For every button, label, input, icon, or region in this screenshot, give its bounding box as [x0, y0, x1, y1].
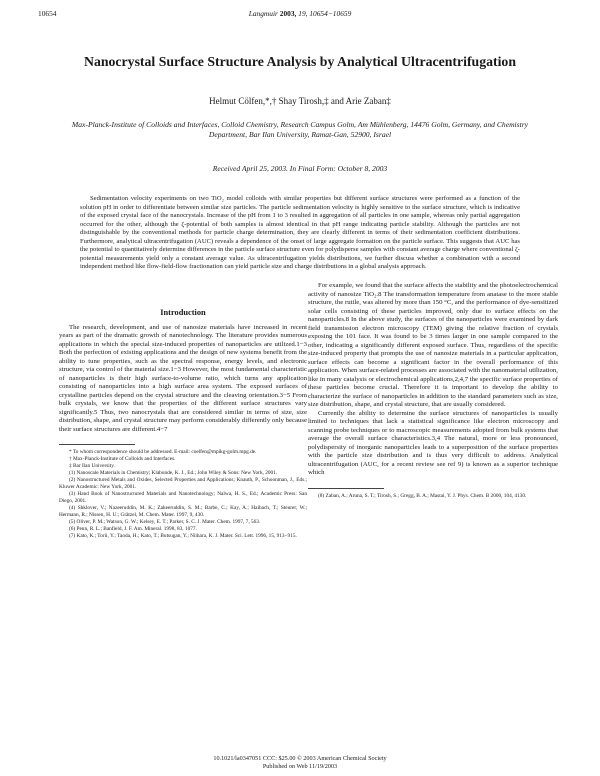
page-number: 10654 — [38, 9, 57, 18]
left-column — [59, 282, 307, 540]
footnote: (6) Penn, R. L.; Banfield, J. F. Am. Mineral. 1998, 83, 1077. — [69, 526, 197, 532]
body-paragraph: Currently the ability to determine the surface structures of nanoparticles is usually limited to techniques that lack a statistical significance like electron microscopy and scanning probe techniques or to macroscopic measurements adopted from bulk systems that average the overall surface characteristics.3,4 The natural, more or less pronounced, polydispersity of inorganic nanoparticles leads to a superposition of the surface properties with the particle size distribution and is thus very difficult to address. Analytical ultracentrifugation (AUC, for a recent review see ref 9) is known as a superior technique which — [308, 409, 558, 476]
received-dates: Received April 25, 2003. In Final Form: October 8, 2003 — [212, 164, 388, 173]
footnote: (2) Nanostructured Metals and Oxides, Selected Properties and Applications; Knauth, P., Schoonman, J., Eds.; Kluwer Academic: New York, 2001. — [59, 477, 307, 490]
right-column — [308, 282, 558, 500]
journal-citation — [38, 9, 562, 18]
author-list: Helmut Cölfen,*,† Shay Tirosh,‡ and Arie Zaban‡ — [209, 96, 391, 106]
journal-year: 2003, — [279, 9, 297, 18]
footnote: (4) Shklover, V.; Nazeeruddin, M. K.; Zakeeruddin, S. M.; Barbe, C.; Kay, A.; Haibach, T.; Steurer, W.; Hermann, R.; Nissen, H. U.; Grätzel, M. Chem. Mater. 1997, 9, 430. — [59, 505, 307, 518]
paper-title: Nanocrystal Surface Structure Analysis by Analytical Ultracentrifugation — [83, 54, 517, 69]
footnote-divider — [308, 488, 384, 489]
footnote: * To whom correspondence should be addressed. E-mail: coelfen@mpikg-golm.mpg.de. — [69, 449, 257, 455]
section-heading-introduction: Introduction — [160, 308, 206, 317]
body-paragraph: For example, we found that the surface affects the stability and the photoelectrochemical activity of nanosize TiO₂.8 The transformation temperature from anatase to the more stable structure, the rutile, was altered by more than 150 °C, and the performance of dye-sensitized solar cells consisting of these particles improved, only due to surface effects on the nanoparticles.8 In the above study, the surfaces of the nanoparticles were examined by dark field transmission electron microscopy (TEM) giving the relative fraction of crystals exposing the 101 face. It was found to be 3 times larger in one sample compared to the other, indicating a significantly different exposed surface. Thus, regardless of the specific size-induced property that prompts the use of nanosize materials in a particular application, surface effects can become a significant factor in the overall performance of this application. When surface-related processes are associated with the nanomaterial utilization, like in many catalysis or electrochemical applications,2,4,7 the specific surface properties of these particles become crucial. Therefore it is important to develop the ability to characterize the surface of nanoparticles in addition to the standard parameters such as size, size distribution, shape, and crystal structure, that are usually considered. — [308, 282, 558, 408]
footnote: (7) Kato, K.; Torii, Y.; Taoda, H.; Kato, T.; Butsugan, Y.; Niihara, K. J. Mater. Sci. Lett. 1996, 15, 913−915. — [69, 533, 297, 539]
body-paragraph: The research, development, and use of nanosize materials have increased in recent years as part of the dramatic growth of nanotechnology. The literature provides numerous applications in which the special size-induced properties of nanoparticles are utilized.1−3 Both the perfection of existing applications and the design of new systems benefit from the ability to tune properties, such as the spectral response, energy levels, and electronic structure, via control of the material size.1−3 However, the most fundamental characteristic of nanoparticles is their high surface-to-volume ratio, which turns any application consisting of nanoparticles into a high surface area system. The exposed surfaces of crystalline particles depend on the crystal structure and the cleaving orientation.3−5 From bulk crystals, we know that the properties of the different surface structures vary significantly.5 Thus, two nanocrystals that are considered similar in terms of size, size distribution, shape, and crystal structure may perform considerably differently only because their surface structures are different.4−7 — [59, 323, 307, 433]
footnote: (3) Hand Book of Nanostructured Materials and Nanotechnology; Nalwa, H. S., Ed.; Academic Press: San Diego, 2001. — [59, 491, 307, 504]
doi-line: 10.1021/la0347051 CCC: $25.00 © 2003 American Chemical Society — [213, 755, 387, 762]
footnotes-left — [59, 449, 307, 540]
affiliation: Max-Planck-Institute of Colloids and Interfaces, Colloid Chemistry, Research Campus Golm, Am Mühlenberg, 14476 Golm, Germany, and Chemistry Department, Bar Ilan University, Ramat-Gan, 52900, Israel — [71, 120, 529, 139]
running-header — [38, 9, 562, 19]
publication-date: Published on Web 11/19/2003 — [262, 763, 338, 770]
footnote-divider — [59, 444, 135, 445]
footnote: † Max-Planck-Institute of Colloids and Interfaces. — [69, 456, 176, 462]
journal-volume-pages: 19, 10654−10659 — [298, 9, 352, 18]
footnote: (5) Oliver, P. M.; Watson, G. W.; Kelsey, E. T.; Parker, S. C. J. Mater. Chem. 1997, 7, 563. — [69, 519, 261, 525]
footnote: (8) Zaban, A.; Aruna, S. T.; Tirosh, S.; Gregg, B. A.; Mastai, Y. J. Phys. Chem. B 2000, 104, 4130. — [318, 492, 527, 499]
journal-name: Langmuir — [248, 9, 278, 18]
page-footer — [40, 755, 560, 771]
abstract: Sedimentation velocity experiments on two TiO₂ model colloids with similar properties but different surface structures were performed as a function of the solution pH in order to differentiate between similar size particles. The particle sedimentation velocity is highly sensitive to the surface structure, which is indicative of the exposed crystal face of the nanocrystals. Increase of the pH from 1 to 3 resulted in aggregation of all particles in one sample, whereas only partial aggregation occurred for the other, although the ζ-potential of both samples is almost identical in that pH range indicating particle stability. Although the particles are not distinguishable by the conventional methods for particle charge determination, they are clearly different in terms of their sedimentation coefficient distributions. Furthermore, analytical ultracentrifugation (AUC) reveals a dependence of the onset of large aggregate formation on the particle surface. This suggests that AUC has the potential to quantitatively determine differences in the particle surface structure even for polydisperse samples with constant average charge where conventional ζ-potential measurements yield only a constant average value. As ultracentrifugation yields distributions, we further discuss whether a combination with a second independent method like flow-field-flow fractionation can yield particle size and charge distributions in a global analysis approach. — [80, 195, 520, 271]
footnote: ‡ Bar Ilan University. — [69, 463, 115, 469]
footnote: (1) Nanoscale Materials in Chemistry; Klabunde, K. J., Ed.; John Wiley & Sons: New York, 2001. — [69, 470, 278, 476]
